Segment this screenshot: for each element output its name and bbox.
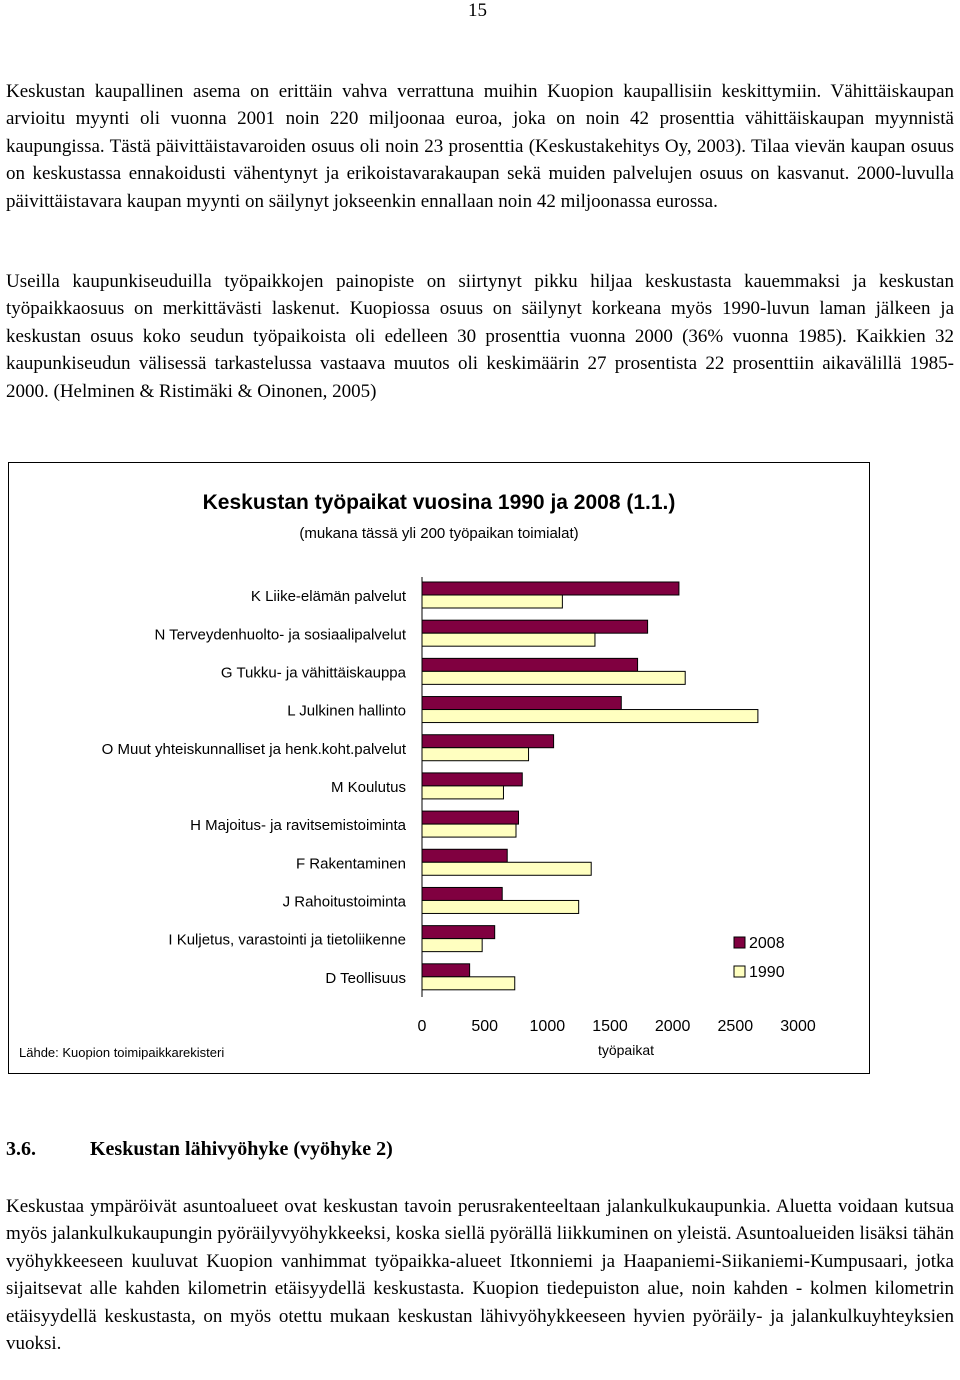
bar-2008 [422,773,522,786]
category-label: D Teollisuus [325,969,406,987]
bar-2008 [422,926,495,939]
bar-2008 [422,735,554,748]
bar-2008 [422,811,519,824]
bar-1990 [422,939,482,952]
x-tick-label: 2000 [654,1018,691,1035]
legend-swatch-2008 [734,937,745,948]
category-label: G Tukku- ja vähittäiskauppa [220,664,406,682]
x-tick-label: 0 [417,1018,427,1035]
category-label: I Kuljetus, varastointi ja tietoliikenne [168,931,406,949]
bar-1990 [422,710,758,723]
section-heading [6,1138,393,1161]
bar-1990 [422,862,591,875]
paragraph-near-zone: Keskustaa ympäröivät asuntoalueet ovat keskustan tavoin perusrakenteeltaan jalankulkukaupunkia. Aluetta voidaan kutsua myös jalankulkukaupungin pyöräilyvyöhykkeeksi, koska siellä pyörällä liikkuminen on yleistä. Asuntoalueiden lisäksi tähän vyöhykkeeseen kuuluvat Kuopion vanhimmat työpaikka-alueet Itkonniemi ja Haapaniemi-Siikaniemi-Kumpusaari, jotka sijaitsevat alle kahden kilometrin etäisyydellä keskustasta. Kuopion tiedepuiston alue, noin kahden - kolmen kilometrin etäisyydellä keskustasta, on myös otettu mukaan keskustan lähivyöhykkeeseen hyvien pyöräily- ja jalankulkuyhteyksien vuoksi. [6,1196,954,1355]
bar-1990 [422,824,516,837]
category-label: J Rahoitustoiminta [282,893,406,911]
bar-2008 [422,620,648,633]
bar-1990 [422,977,515,990]
x-tick-label: 2500 [717,1018,754,1035]
page-number: 15 [468,0,487,21]
legend-label: 2008 [749,935,785,952]
chart-plot [9,463,869,1073]
bar-1990 [422,748,529,761]
bar-2008 [422,658,638,671]
bar-2008 [422,697,621,710]
bar-1990 [422,595,562,608]
bar-2008 [422,887,502,900]
x-tick-label: 500 [471,1018,499,1035]
legend-swatch-1990 [734,966,745,977]
chart-subtitle: (mukana tässä yli 200 työpaikan toimialat) [299,525,579,542]
x-tick-label: 1000 [529,1018,566,1035]
category-label: H Majoitus- ja ravitsemistoiminta [190,817,406,835]
paragraph-commercial-position: Keskustan kaupallinen asema on erittäin vahva verrattuna muihin Kuopion kaupallisiin keskittymiin. Vähittäiskaupan arvioitu myynti oli vuonna 2001 noin 220 miljoonaa euroa, joka on noin 42 prosenttia vähittäiskaupan myynnistä kaupungissa. Tästä päivittäistavaroiden osuus oli noin 23 prosenttia (Keskustakehitys Oy, 2003). Tilaa vievän kaupan osuus on keskustassa ennakoidusti vähentynyt ja erikoistavarakaupan sekä muiden palvelujen osuus on kasvanut. 2000-luvulla päivittäistavara kaupan myynti on säilynyt jokseenkin ennallaan noin 42 miljoonassa eurossa. [6,81,954,212]
section-number: 3.6. [6,1138,36,1160]
category-label: M Koulutus [330,779,406,796]
bar-1990 [422,900,579,913]
bar-2008 [422,582,679,595]
bar-1990 [422,671,685,684]
bar-2008 [422,849,507,862]
bar-1990 [422,786,503,799]
bar-2008 [422,964,470,977]
chart-title: Keskustan työpaikat vuosina 1990 ja 2008 (1.1.) [202,491,676,514]
x-tick-label: 1500 [592,1018,628,1035]
x-tick-label: 3000 [780,1018,816,1035]
category-label: F Rakentaminen [295,855,406,873]
category-label: L Julkinen hallinto [287,702,406,720]
chart-source: Lähde: Kuopion toimipaikkarekisteri [19,1045,225,1060]
category-label: O Muut yhteiskunnalliset ja henk.koht.palvelut [101,740,406,758]
employment-chart [8,462,870,1074]
category-label: K Liike-elämän palvelut [250,588,406,606]
section-title: Keskustan lähivyöhyke (vyöhyke 2) [90,1138,393,1160]
legend-label: 1990 [749,964,785,981]
paragraph-workplace-share: Useilla kaupunkiseuduilla työpaikkojen painopiste on siirtynyt pikku hiljaa keskustasta kauemmaksi ja keskustan työpaikkaosuus on merkittävästi laskenut. Kuopiossa osuus on säilynyt korkeana myös 1990-luvun laman jälkeen ja keskustan osuus koko seudun työpaikoista oli edelleen 30 prosenttia vuonna 2000 (36% vuonna 1985). Kaikkien 32 kaupunkiseudun välisessä tarkastelussa vastaava muutos oli keskimäärin 27 prosentista 22 prosenttiin aikavälillä 1985-2000. (Helminen & Ristimäki & Oinonen, 2005) [6,271,954,402]
x-axis-title: työpaikat [597,1042,655,1058]
category-label: N Terveydenhuolto- ja sosiaalipalvelut [154,626,406,644]
bar-1990 [422,633,595,646]
